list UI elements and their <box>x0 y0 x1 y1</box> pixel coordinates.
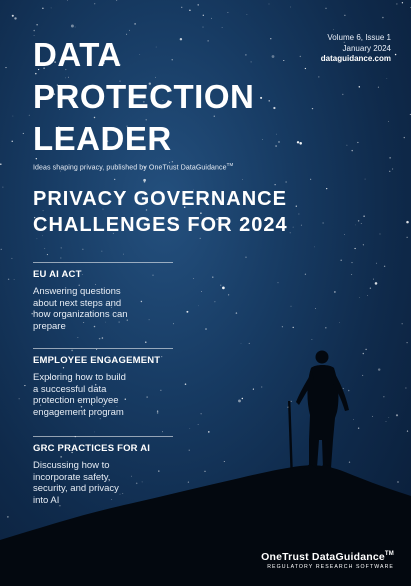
cover-headline <box>33 186 288 238</box>
feature-description: Discussing how to incorporate safety, security, and privacy into AI <box>33 460 119 506</box>
publisher-name-text: OneTrust DataGuidance <box>261 551 385 563</box>
feature-title: EU AI ACT <box>33 262 173 280</box>
feature-description: Answering questions about next steps and how organizations can prepare <box>33 286 128 332</box>
publisher-subtitle: REGULATORY RESEARCH SOFTWARE <box>267 564 394 570</box>
issue-website: dataguidance.com <box>320 54 391 63</box>
feature-title: GRC PRACTICES FOR AI <box>33 436 173 454</box>
headline-line: CHALLENGES FOR 2024 <box>33 214 288 236</box>
tagline-text: Ideas shaping privacy, published by OneTrust DataGuidance <box>33 164 227 172</box>
tagline <box>33 162 233 171</box>
feature-title: EMPLOYEE ENGAGEMENT <box>33 348 173 366</box>
hiker-silhouette-icon <box>288 351 349 470</box>
publisher-name <box>261 551 394 563</box>
issue-date: January 2024 <box>342 43 391 53</box>
feature-eu-ai-act <box>33 262 173 332</box>
headline-line: PRIVACY GOVERNANCE <box>33 188 287 210</box>
feature-description: Exploring how to build a successful data protection employee engagement program <box>33 372 126 418</box>
masthead-line: DATA <box>33 36 122 73</box>
publisher-logo <box>261 551 394 570</box>
tagline-trademark: TM <box>226 162 234 167</box>
issue-info <box>321 33 391 65</box>
feature-employee-engagement <box>33 348 173 418</box>
issue-volume: Volume 6, Issue 1 <box>327 33 391 42</box>
publisher-trademark: TM <box>384 551 394 557</box>
masthead-line: LEADER <box>33 120 172 157</box>
feature-grc-practices <box>33 436 173 506</box>
masthead-line: PROTECTION <box>33 78 255 115</box>
masthead-title <box>33 34 254 160</box>
